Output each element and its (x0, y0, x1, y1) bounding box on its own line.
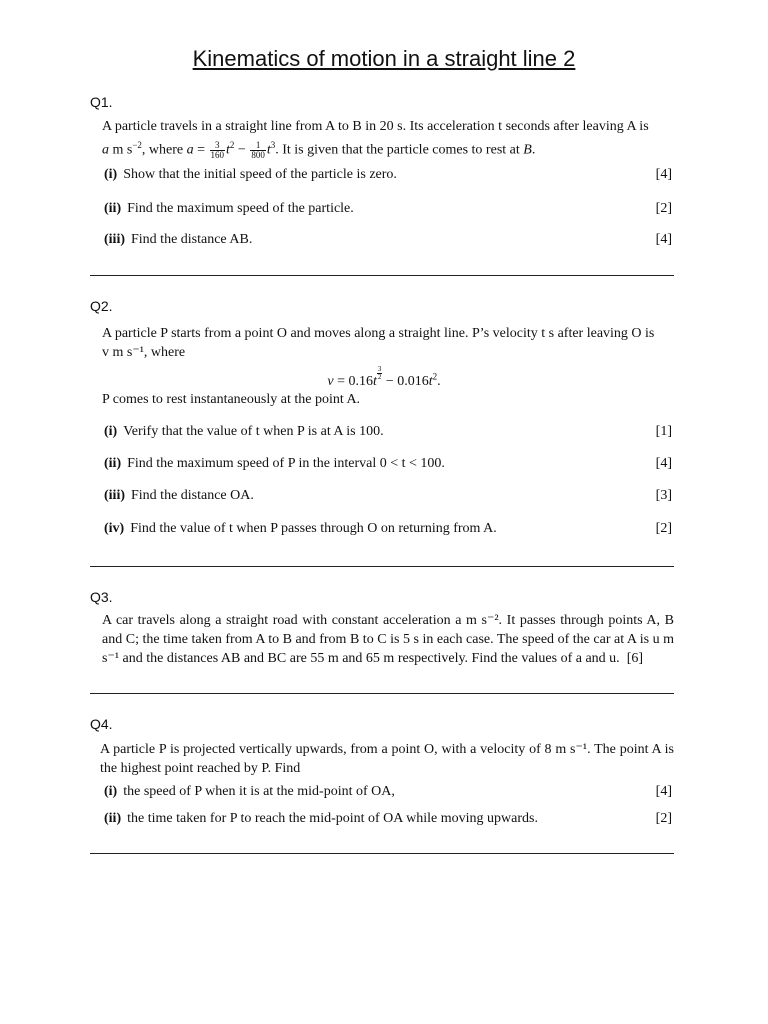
part-text: Verify that the value of t when P is at A is 100. (123, 424, 384, 439)
question-1-stem-line1: A particle travels in a straight line from A to B in 20 s. Its acceleration t seconds after leaving A is (102, 119, 649, 134)
part-label: (iv) (104, 521, 125, 536)
divider (90, 275, 674, 276)
part-label: (i) (104, 784, 118, 799)
part-label: (iii) (104, 232, 125, 247)
part-text: Find the distance AB. (131, 232, 253, 247)
question-3-stem (102, 611, 674, 668)
divider (90, 566, 674, 567)
question-2-part-i (104, 424, 672, 440)
part-text: Find the maximum speed of P in the interval 0 < t < 100. (127, 456, 445, 471)
part-marks: [4] (655, 232, 672, 247)
question-1-stem (102, 117, 674, 160)
question-2-label: Q2. (90, 298, 113, 314)
question-2-part-ii (104, 456, 672, 472)
part-text: Show that the initial speed of the particle is zero. (123, 167, 397, 182)
question-3-label: Q3. (90, 589, 113, 605)
question-4-stem: A particle P is projected vertically upwards, from a point O, with a velocity of 8 m s⁻¹. The point A is the highest point reached by P. Find (100, 742, 674, 776)
part-text: Find the value of t when P passes through O on returning from A. (130, 521, 497, 536)
question-1-part-ii (104, 201, 672, 217)
part-label: (ii) (104, 456, 122, 471)
question-2-part-iv (104, 521, 672, 537)
page-title: Kinematics of motion in a straight line 2 (192, 46, 576, 71)
question-2-stem-line2: v m s⁻¹, where (102, 345, 186, 360)
part-text: Find the distance OA. (131, 488, 254, 503)
divider (90, 693, 674, 694)
part-marks: [1] (655, 424, 672, 439)
part-text: the speed of P when it is at the mid-point of OA, (123, 784, 395, 799)
question-1-part-i (104, 167, 672, 183)
part-marks: [2] (655, 201, 672, 216)
question-2-stem-after: P comes to rest instantaneously at the point A. (102, 392, 361, 407)
question-2-equation: v = 0.16t $\frac{3}{2}$ − $0.016t^2$. (327, 365, 441, 389)
part-marks: [2] (655, 811, 672, 826)
part-marks: [4] (655, 167, 672, 182)
question-2-part-iii (104, 488, 672, 504)
part-label: (ii) (104, 811, 122, 826)
divider (90, 853, 674, 854)
part-label: (iii) (104, 488, 125, 503)
part-label: (i) (104, 424, 118, 439)
part-marks: [4] (655, 456, 672, 471)
question-2-stem-line1: A particle P starts from a point O and moves along a straight line. P’s velocity t s after leaving O is (102, 326, 655, 341)
part-label: (i) (104, 167, 118, 182)
part-marks: [2] (655, 521, 672, 536)
question-4-label: Q4. (90, 716, 113, 732)
part-text: Find the maximum speed of the particle. (127, 201, 354, 216)
question-4-part-i (104, 784, 672, 800)
part-marks: [3] (655, 488, 672, 503)
question-4-part-ii (104, 811, 672, 827)
question-3-marks: [6] (626, 651, 644, 666)
question-1-formula: a m $s^{-2}$, where a = $\frac{3}{160}$ $t^2$ − $\frac{1}{800}$ $t^3$. It is given that the particle comes to rest at B. (102, 139, 536, 160)
part-marks: [4] (655, 784, 672, 799)
part-text: the time taken for P to reach the mid-point of OA while moving upwards. (127, 811, 538, 826)
question-2-stem (102, 324, 674, 362)
question-1-label: Q1. (90, 94, 113, 110)
question-3-text: A car travels along a straight road with constant acceleration a m s⁻². It passes through points A, B and C; the time taken from A to B and from B to C is 5 s in each case. The speed of the car at A is u m s⁻¹ and the distances AB and BC are 55 m and 65 m respectively. Find the values of a and u. (102, 613, 674, 666)
question-1-part-iii (104, 232, 672, 248)
part-label: (ii) (104, 201, 122, 216)
